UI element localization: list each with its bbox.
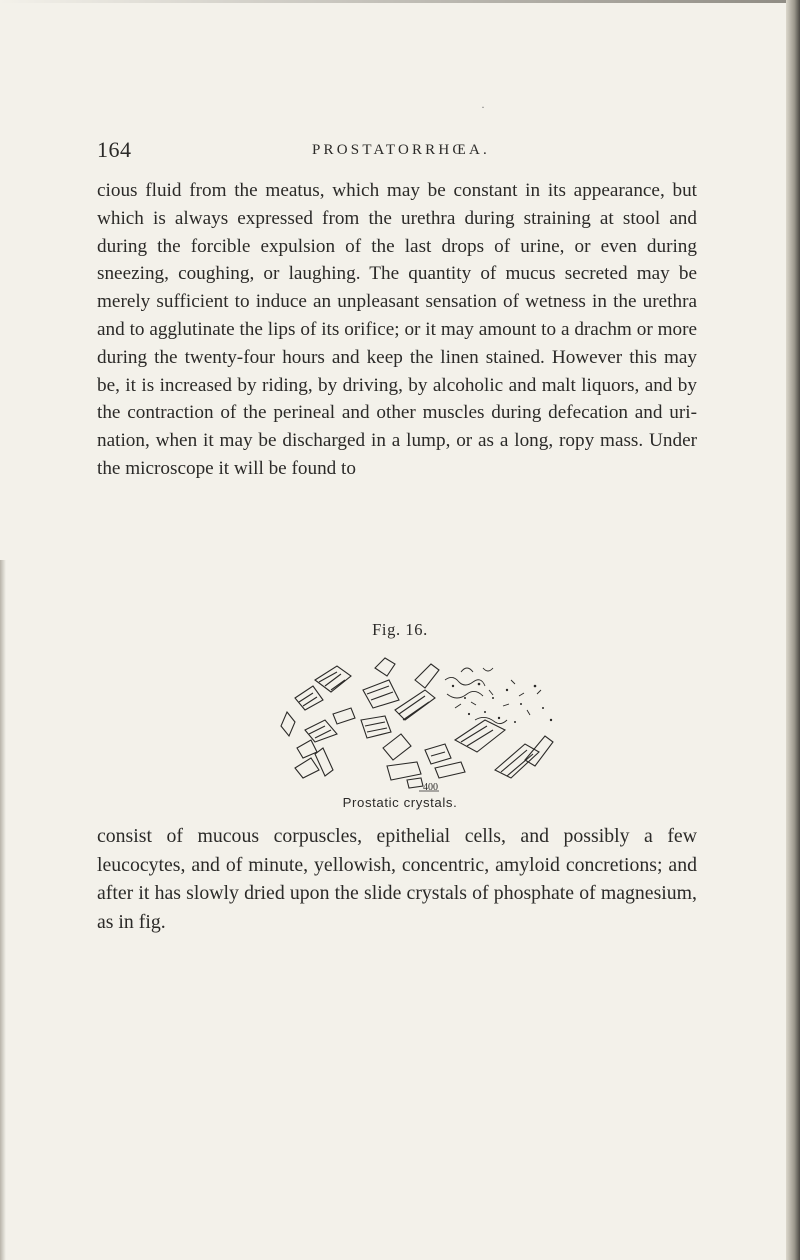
crystal-cluster-left — [281, 666, 355, 778]
amorphous-granules — [445, 668, 541, 724]
running-title: PROSTATORRHŒA. — [312, 142, 490, 158]
figure-caption: Prostatic crystals. — [342, 795, 458, 810]
ink-speck: · — [481, 100, 485, 114]
page-number: 164 — [97, 137, 132, 162]
figure-label: Fig. 16. — [372, 620, 428, 639]
body-paragraph-1: cious fluid from the meatus, which may be constant in its appearance, but which is always expressed from the urethra during straining at stool and during the forcible expulsion of the last drops of urine, or even during sneezing, coughing, or laughing. The quantity of mucus secreted may be merely sufficient to induce an unpleasant sensation of wetness in the urethra and to agglutinate the lips of its orifice; or it may amount to a drachm or more during the twenty-four hours and keep the linen stained. However this may be, it is increased by riding, by driving, by alcoholic and malt liquors, and by the contraction of the perineal and other muscles during defecation and urination, when it may be discharged in a lump, or as a long, ropy mass. Under the microscope it will be found to — [97, 180, 697, 479]
body-paragraph-2: consist of mucous corpuscles, epithelial cells, and possibly a few leucocytes, and of minute, yellowish, concentric, amyloid concretions; and after it has slowly dried upon the slide crystals of phosphate of magnesium, as in fig. — [97, 825, 697, 933]
prostatic-crystals-illustration — [275, 650, 575, 792]
crystal-dots — [452, 683, 552, 723]
page-left-edge-shadow — [0, 560, 6, 1260]
crystal-cluster-right — [455, 720, 553, 778]
page-top-edge — [0, 0, 800, 3]
page-header — [97, 137, 697, 171]
magnification-label: 400 — [423, 782, 438, 792]
